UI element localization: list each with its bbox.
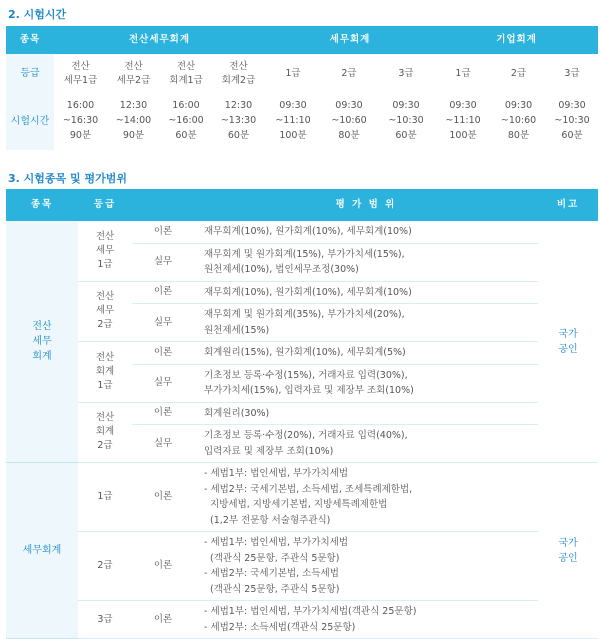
col-header-subject: 종목	[6, 189, 78, 221]
grade-cell: 전산 세무1급	[63, 61, 98, 86]
scope-cell: - 세법1부: 법인세법, 부가가치세법 (객관식 25문항, 주관식 5문항) - 세법2부: 국세기본법, 소득세법 (객관식 25문항, 주관식 5문항)	[194, 532, 538, 601]
grade-cell: 전산 회계 2급	[78, 402, 132, 463]
grade-cell: 3급	[398, 68, 414, 79]
row-label-grade: 등급	[6, 54, 54, 94]
time-cell: 09:30 ~10:30 60분	[554, 100, 590, 141]
type-cell: 실무	[132, 425, 194, 463]
grade-cell: 전산 세무 1급	[78, 221, 132, 281]
time-cell: 09:30 ~11:10 100분	[445, 100, 481, 141]
col-header-subject: 종목	[6, 26, 54, 54]
category-computerized: 전산 세무 회계	[6, 221, 78, 463]
grade-cell: 2급	[510, 68, 527, 79]
time-cell: 12:30 ~14:00 90분	[115, 100, 152, 141]
time-cell: 09:30 ~10:60 80분	[500, 100, 537, 141]
grade-cell: 3급	[78, 601, 132, 639]
scope-cell: - 세법1부: 법인세법, 부가가치세법(객관식 25문항) - 세법2부: 소득세법(객관식 25문항)	[194, 601, 538, 639]
time-cell: 09:30 ~10:30 60분	[388, 100, 424, 141]
type-cell: 실무	[132, 243, 194, 281]
type-cell: 이론	[132, 221, 194, 243]
grade-cell: 1급	[455, 68, 471, 79]
scope-cell: - 세법1부: 법인세법, 부가가치세법 - 세법2부: 국세기본법, 소득세법, 조세특례제한법, 지방세법, 지방세기본법, 지방세특례제한법 (1,2부 전문항 서술형주관식)	[194, 463, 538, 532]
type-cell: 이론	[132, 342, 194, 365]
scope-cell: 재무회계 및 원가회계(35%), 부가가치세(20%), 원천제세(15%)	[194, 304, 538, 342]
type-cell: 이론	[132, 402, 194, 425]
note-tax: 국가 공인	[538, 463, 598, 639]
grade-cell: 2급	[78, 532, 132, 601]
scope-cell: 회계원리(30%)	[194, 402, 538, 425]
type-cell: 이론	[132, 463, 194, 532]
time-cell: 09:30 ~11:10 100분	[275, 100, 311, 141]
col-header-tax: 세무회계	[265, 26, 435, 54]
type-cell: 실무	[132, 364, 194, 402]
col-header-corporate: 기업회계	[435, 26, 598, 54]
time-cell: 09:30 ~10:60 80분	[331, 100, 367, 141]
col-header-note: 비고	[538, 189, 598, 221]
col-header-grade: 등급	[78, 189, 132, 221]
grade-cell: 전산 회계1급	[169, 61, 203, 86]
grade-cell: 1급	[78, 463, 132, 532]
col-header-scope: 평 가 범 위	[194, 189, 538, 221]
exam-time-table	[6, 26, 598, 150]
row-label-time: 시험시간	[6, 94, 54, 150]
scope-cell: 회계원리(15%), 원가회계(10%), 세무회계(5%)	[194, 342, 538, 365]
scope-cell: 기초정보 등록·수정(20%), 거래자료 입력(40%), 입력자료 및 제장부 조회(10%)	[194, 425, 538, 463]
type-cell: 이론	[132, 532, 194, 601]
category-tax: 세무회계	[6, 463, 78, 639]
scope-cell: 기초정보 등록·수정(15%), 거래자료 입력(30%), 부가가치세(15%), 입력자료 및 제장부 조회(10%)	[194, 364, 538, 402]
time-cell: 12:30 ~13:30 60분	[220, 100, 257, 141]
note-computerized: 국가 공인	[538, 221, 598, 463]
type-cell: 실무	[132, 304, 194, 342]
type-cell: 이론	[132, 281, 194, 304]
grade-cell: 3급	[564, 68, 580, 79]
scope-cell: 재무회계 및 원가회계(15%), 부가가치세(15%), 원천제세(10%), 법인세무조정(30%)	[194, 243, 538, 281]
grade-cell: 전산 회계2급	[221, 61, 256, 86]
section3-title: 3. 시험종목 및 평가범위	[8, 172, 127, 185]
grade-cell: 전산 세무 2급	[78, 281, 132, 342]
grade-cell: 1급	[285, 68, 301, 79]
time-cell: 16:00 ~16:00 60분	[168, 100, 204, 141]
section2-title: 2. 시험시간	[8, 8, 67, 21]
type-cell: 이론	[132, 601, 194, 639]
scope-cell: 재무회계(10%), 원가회계(10%), 세무회계(10%)	[194, 281, 538, 304]
col-header-computerized: 전산세무회계	[54, 26, 265, 54]
scope-cell: 재무회계(10%), 원가회계(10%), 세무회계(10%)	[194, 221, 538, 243]
time-cell: 16:00 ~16:30 90분	[62, 100, 99, 141]
grade-cell: 전산 회계 1급	[78, 342, 132, 403]
exam-scope-table	[6, 189, 598, 639]
grade-cell: 2급	[341, 68, 357, 79]
grade-cell: 전산 세무2급	[116, 61, 151, 86]
